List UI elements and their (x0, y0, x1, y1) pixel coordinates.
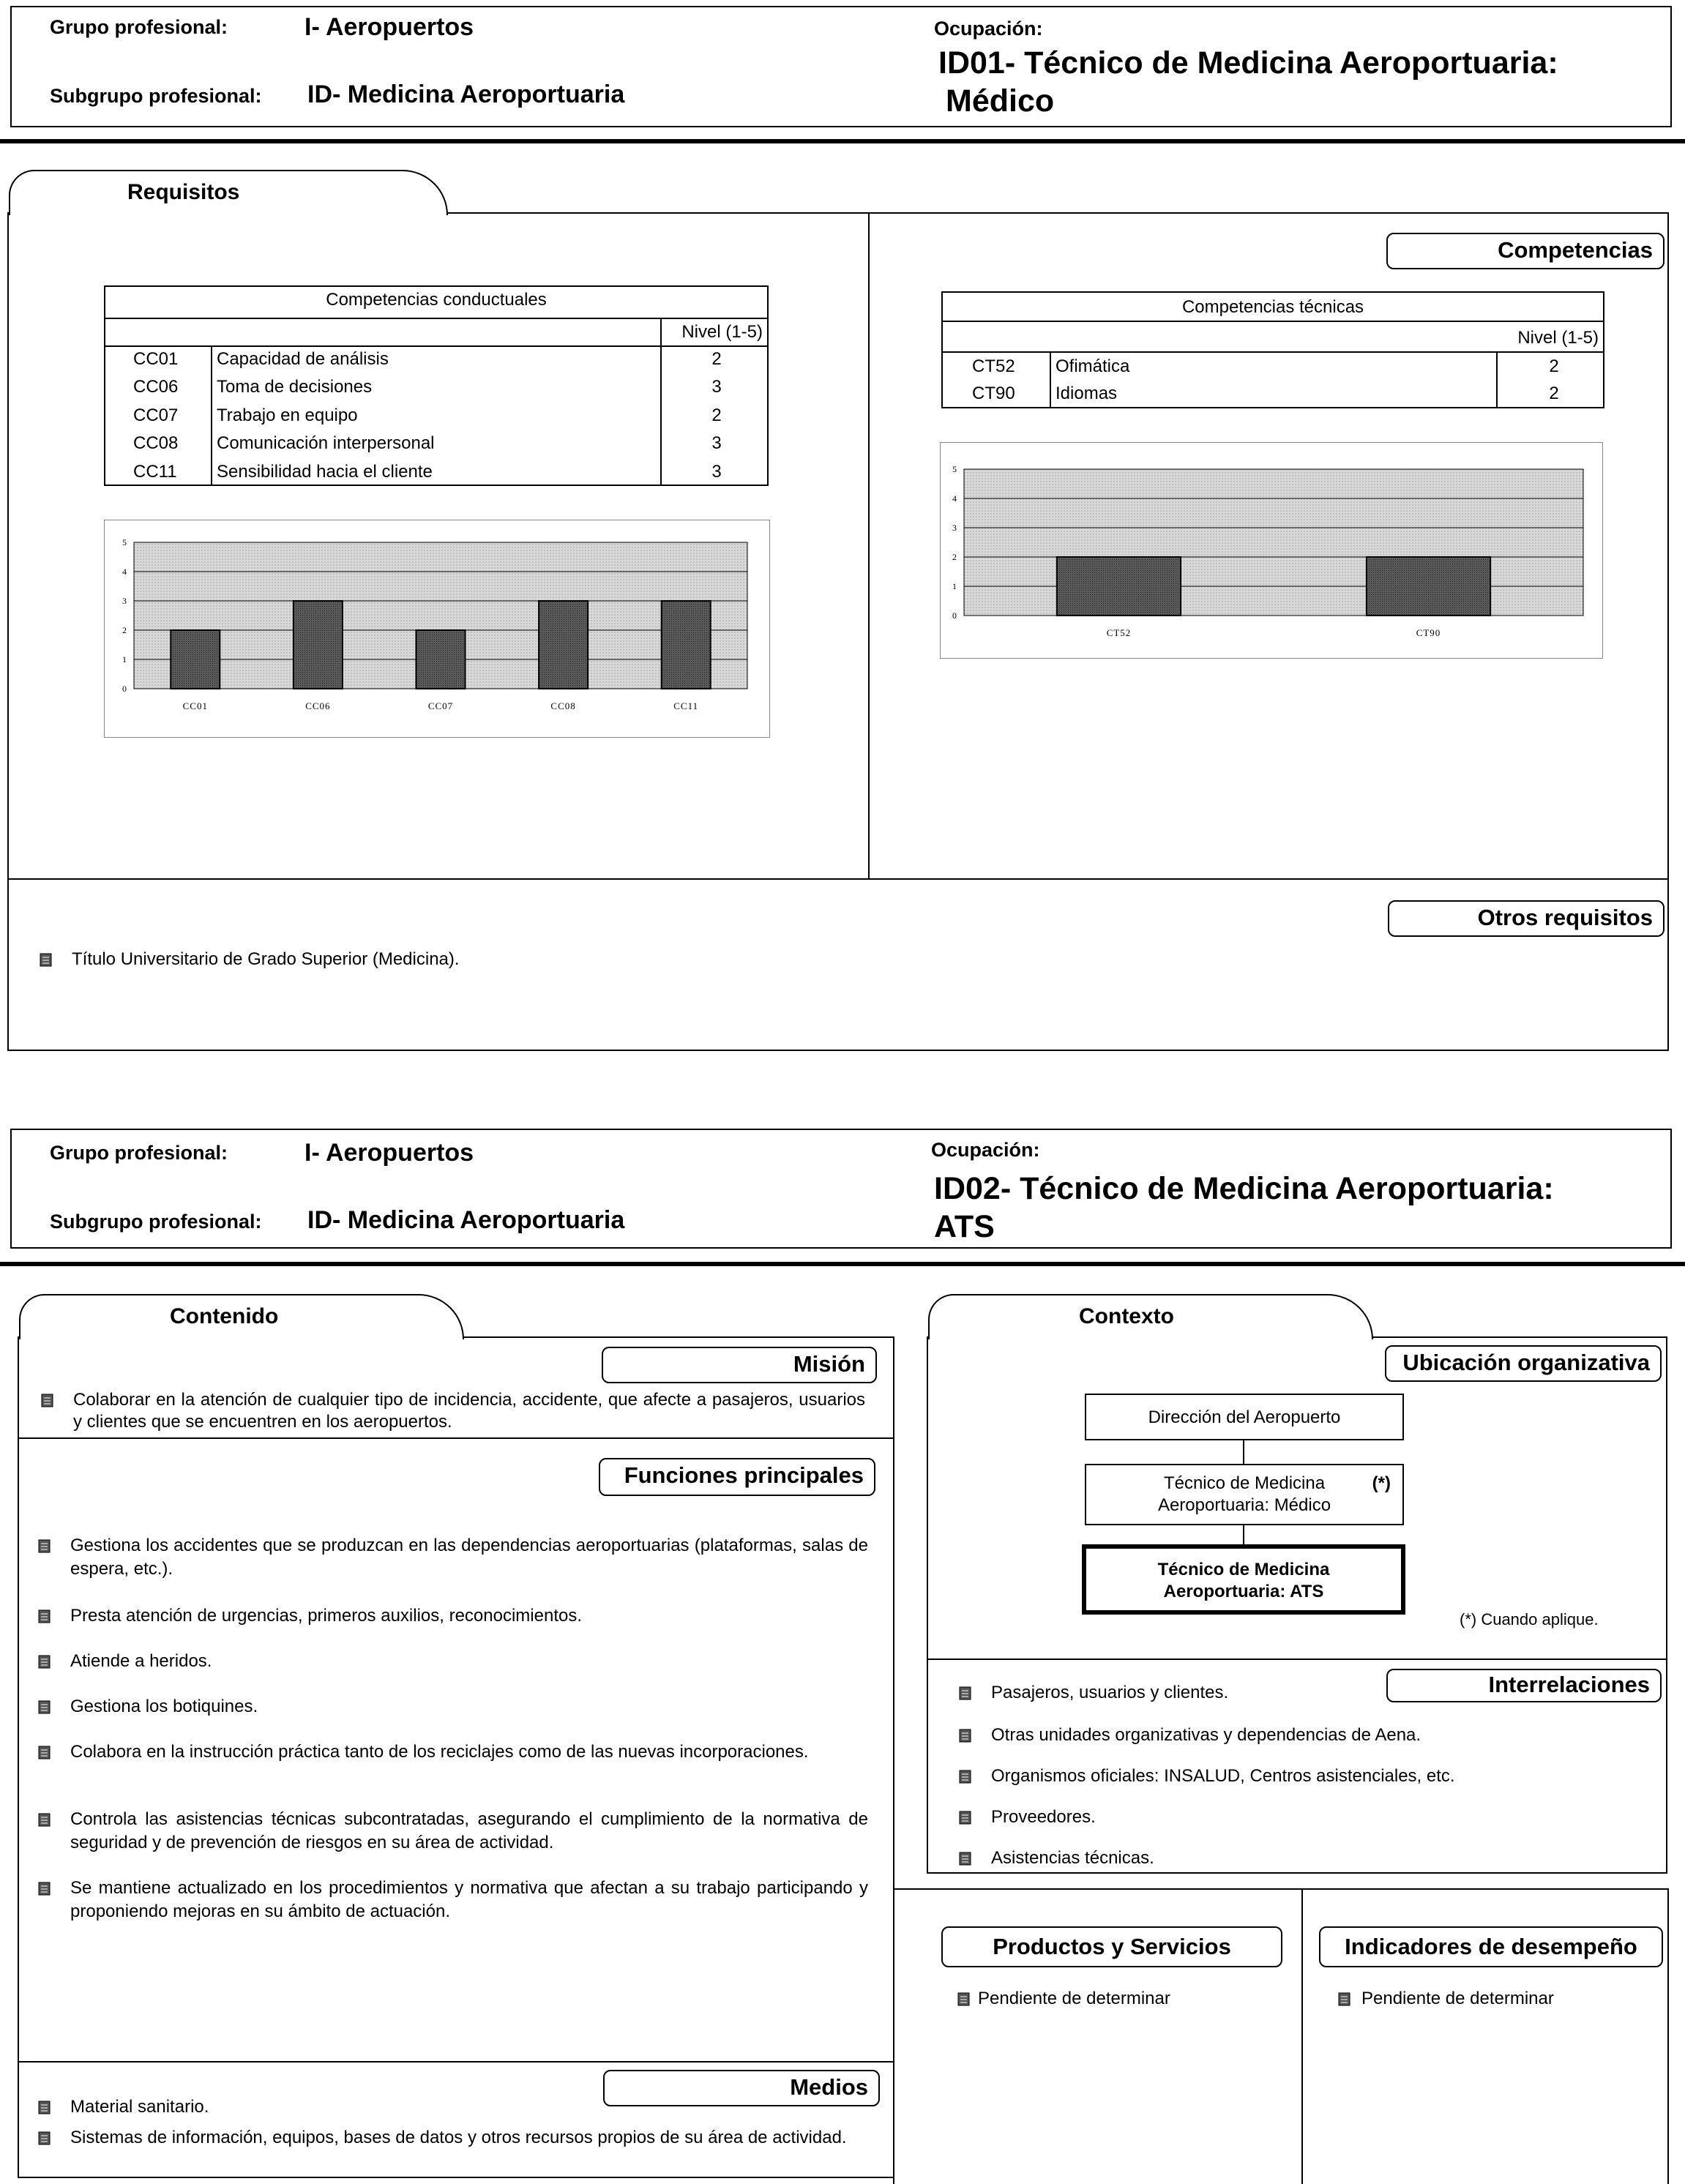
ocupacion-line1: ID01- Técnico de Medicina Aeroportuaria: (938, 45, 1558, 81)
conductuales-chart-svg (105, 520, 769, 737)
list-item-text: Sistemas de información, equipos, bases de datos y otros recursos propios de su área de actividad. (70, 2128, 847, 2147)
list-item (38, 1534, 868, 1581)
subgrupo-label: Subgrupo profesional: (50, 85, 262, 107)
tecnicas-nivel-header: Nivel (1-5) (1517, 328, 1599, 348)
competency-code: CT52 (972, 356, 1015, 376)
y-tick-label: 0 (122, 684, 127, 694)
y-tick-label: 2 (952, 552, 957, 562)
document-bullet-icon (38, 1653, 51, 1667)
list-item-text: Atiende a heridos. (70, 1651, 212, 1671)
document-bullet-icon (959, 1727, 972, 1742)
subgrupo-label: Subgrupo profesional: (50, 1211, 262, 1233)
competency-level: 2 (711, 349, 722, 369)
sheet1-header (10, 6, 1672, 127)
ocupacion-line2: Médico (946, 83, 1055, 119)
document-bullet-icon (38, 1811, 51, 1825)
sheet2-header (10, 1129, 1672, 1249)
table-row (105, 402, 767, 430)
conductuales-nivel-header: Nivel (1-5) (681, 322, 763, 342)
competency-code: CC01 (133, 349, 179, 369)
competency-code: CC11 (133, 461, 177, 482)
table-row (943, 380, 1603, 408)
table-row (943, 353, 1603, 381)
y-tick-label: 3 (122, 596, 127, 606)
x-tick-label: CC08 (550, 700, 576, 711)
competency-name: Idiomas (1056, 384, 1118, 403)
y-tick-label: 1 (952, 581, 957, 591)
list-item-text: Controla las asistencias técnicas subcontratadas, asegurando el cumplimiento de la normativa de seguridad y de prevención de riesgos en su área de actividad. (70, 1809, 868, 1852)
document-bullet-icon (41, 1392, 54, 1407)
list-item-text: Gestiona los accidentes que se produzcan en las dependencias aeroportuarias (plataformas, salas de espera, etc.). (70, 1536, 868, 1579)
document-bullet-icon (957, 1991, 971, 2005)
contenido-tab-label: Contenido (170, 1304, 279, 1328)
interrelaciones-pill: Interrelaciones (1386, 1669, 1662, 1702)
list-item (959, 1847, 1559, 1894)
table-row (105, 458, 767, 486)
y-tick-label: 3 (952, 523, 957, 533)
y-tick-label: 5 (122, 537, 127, 547)
requisitos-vertical-divider (868, 212, 870, 880)
productos-item: Pendiente de determinar (957, 1988, 1265, 2011)
document-bullet-icon (38, 1537, 51, 1552)
competency-code: CC08 (133, 433, 179, 454)
grupo-value: I- Aeropuertos (305, 13, 474, 41)
document-bullet-icon (959, 1850, 972, 1865)
bar (662, 601, 711, 689)
bar (1367, 557, 1490, 616)
bar (171, 630, 220, 689)
ocupacion-line2: ATS (934, 1209, 995, 1244)
x-tick-label: CT90 (1416, 627, 1441, 638)
list-item-text: Proveedores. (991, 1807, 1096, 1827)
mision-item (41, 1389, 865, 1436)
competency-code: CC07 (133, 405, 179, 425)
list-item (38, 1650, 868, 1697)
ocupacion-title (934, 1170, 1554, 1246)
list-item-text: Pasajeros, usuarios y clientes. (991, 1683, 1229, 1702)
list-item-text: Organismos oficiales: INSALUD, Centros asistenciales, etc. (991, 1766, 1455, 1786)
y-tick-label: 4 (122, 566, 127, 577)
tecnicas-title: Competencias técnicas (1181, 297, 1364, 317)
competency-name: Ofimática (1056, 356, 1130, 376)
requisitos-tab (9, 170, 448, 215)
bar (1057, 557, 1181, 616)
bar (539, 601, 588, 689)
x-tick-label: CC11 (673, 700, 699, 711)
competency-level: 2 (1549, 356, 1559, 376)
competency-name: Trabajo en equipo (217, 405, 358, 425)
grupo-value: I- Aeropuertos (305, 1139, 474, 1167)
competency-name: Capacidad de análisis (217, 349, 389, 369)
ocupacion-line1: ID02- Técnico de Medicina Aeroportuaria: (934, 1171, 1554, 1206)
tecnicas-chart-svg (941, 443, 1602, 658)
y-tick-label: 2 (122, 625, 127, 635)
org-note-mark: (*) (1372, 1473, 1391, 1493)
list-item (38, 2127, 868, 2174)
list-item (38, 1877, 868, 1923)
competency-level: 3 (711, 461, 722, 482)
org-note: (*) Cuando aplique. (1460, 1610, 1599, 1628)
document-bullet-icon (38, 1743, 51, 1758)
document-bullet-icon (959, 1768, 972, 1783)
indicadores-item: Pendiente de determinar (1338, 1988, 1645, 2011)
competency-level: 3 (711, 433, 722, 454)
document-bullet-icon (38, 2130, 51, 2144)
otros-requisitos-pill: Otros requisitos (1388, 900, 1665, 937)
y-tick-label: 4 (952, 493, 957, 504)
list-item (959, 1724, 1559, 1771)
x-tick-label: CT52 (1106, 627, 1132, 638)
grupo-label: Grupo profesional: (50, 1142, 228, 1164)
x-tick-label: CC06 (305, 700, 331, 711)
list-item (959, 1682, 1559, 1729)
competency-level: 2 (1549, 384, 1559, 403)
list-item-text: Material sanitario. (70, 2097, 209, 2117)
list-item-text: Gestiona los botiquines. (70, 1697, 258, 1716)
table-row (105, 430, 767, 457)
ocupacion-label: Ocupación: (931, 1139, 1040, 1161)
list-item-text: Asistencias técnicas. (991, 1848, 1154, 1868)
document-bullet-icon (38, 1607, 51, 1622)
y-tick-label: 0 (952, 610, 957, 621)
list-item (38, 1740, 868, 1787)
conductuales-title: Competencias conductuales (326, 290, 547, 310)
document-bullet-icon (959, 1809, 972, 1824)
mision-text: Colaborar en la atención de cualquier tipo de incidencia, accidente, que afecte a pasajeros, usuarios y clientes que se encuentren en los aeropuertos. (73, 1390, 865, 1432)
mision-pill: Misión (602, 1347, 877, 1383)
list-item (959, 1765, 1559, 1812)
tecnicas-table (941, 291, 1604, 408)
table-row (105, 345, 767, 373)
bar (416, 630, 465, 689)
list-item (38, 1695, 868, 1742)
medios-pill: Medios (603, 2070, 880, 2106)
document-bullet-icon (1338, 1991, 1351, 2005)
bar (294, 601, 343, 689)
otros-requisitos-text: Título Universitario de Grado Superior (Medicina). (72, 949, 460, 969)
divider (0, 139, 1685, 143)
y-tick-label: 1 (122, 654, 127, 665)
y-tick-label: 5 (952, 464, 957, 474)
requisitos-horizontal-divider (7, 878, 1669, 880)
contexto-tab-label: Contexto (1079, 1304, 1174, 1328)
indicadores-pill: Indicadores de desempeño (1319, 1926, 1663, 1967)
list-item-text: Se mantiene actualizado en los procedimientos y normativa que afectan a su trabajo participando y proponiendo mejoras en su ámbito de actuación. (70, 1878, 868, 1921)
competency-level: 3 (711, 377, 722, 397)
otros-requisitos-item (40, 949, 918, 972)
conductuales-table (104, 285, 769, 486)
org-box-direccion: Dirección del Aeropuerto (1085, 1394, 1404, 1440)
competency-level: 2 (711, 405, 722, 425)
list-item-text: Presta atención de urgencias, primeros auxilios, reconocimientos. (70, 1606, 583, 1626)
list-item-text: Colabora en la instrucción práctica tanto de los reciclajes como de las nuevas incorporaciones. (70, 1742, 809, 1762)
org-box-ats: Técnico de Medicina Aeroportuaria: ATS (1082, 1544, 1405, 1615)
list-item (38, 1604, 868, 1651)
document-bullet-icon (40, 951, 53, 966)
subgrupo-value: ID- Medicina Aeroportuaria (307, 81, 625, 108)
requisitos-tab-label: Requisitos (127, 180, 240, 204)
org-box-medico: Técnico de Medicina Aeroportuaria: Médico (*) (1085, 1464, 1404, 1525)
productos-pill: Productos y Servicios (941, 1926, 1282, 1967)
competency-name: Toma de decisiones (217, 377, 373, 397)
conductuales-chart (104, 520, 770, 738)
competencias-pill: Competencias (1386, 233, 1665, 269)
competency-code: CC06 (133, 377, 179, 397)
ocupacion-label: Ocupación: (934, 18, 1043, 40)
list-item (959, 1806, 1559, 1853)
list-item (38, 1808, 868, 1855)
contexto-tab (928, 1294, 1373, 1339)
list-item-text: Otras unidades organizativas y dependencias de Aena. (991, 1725, 1421, 1745)
competency-name: Comunicación interpersonal (217, 433, 435, 454)
document-bullet-icon (38, 1698, 51, 1713)
subgrupo-value: ID- Medicina Aeroportuaria (307, 1206, 625, 1234)
document-bullet-icon (38, 1880, 51, 1894)
document-bullet-icon (38, 2099, 51, 2114)
competency-code: CT90 (972, 384, 1015, 403)
x-tick-label: CC07 (427, 700, 454, 711)
grupo-label: Grupo profesional: (50, 16, 228, 38)
funciones-pill: Funciones principales (599, 1458, 875, 1496)
divider (0, 1262, 1685, 1266)
tecnicas-chart (940, 442, 1603, 659)
x-tick-label: CC01 (182, 700, 208, 711)
ubicacion-pill: Ubicación organizativa (1385, 1345, 1662, 1382)
document-bullet-icon (959, 1685, 972, 1699)
contenido-tab (19, 1294, 464, 1339)
ocupacion-title (938, 44, 1558, 120)
competency-name: Sensibilidad hacia el cliente (217, 461, 433, 482)
table-row (105, 373, 767, 401)
